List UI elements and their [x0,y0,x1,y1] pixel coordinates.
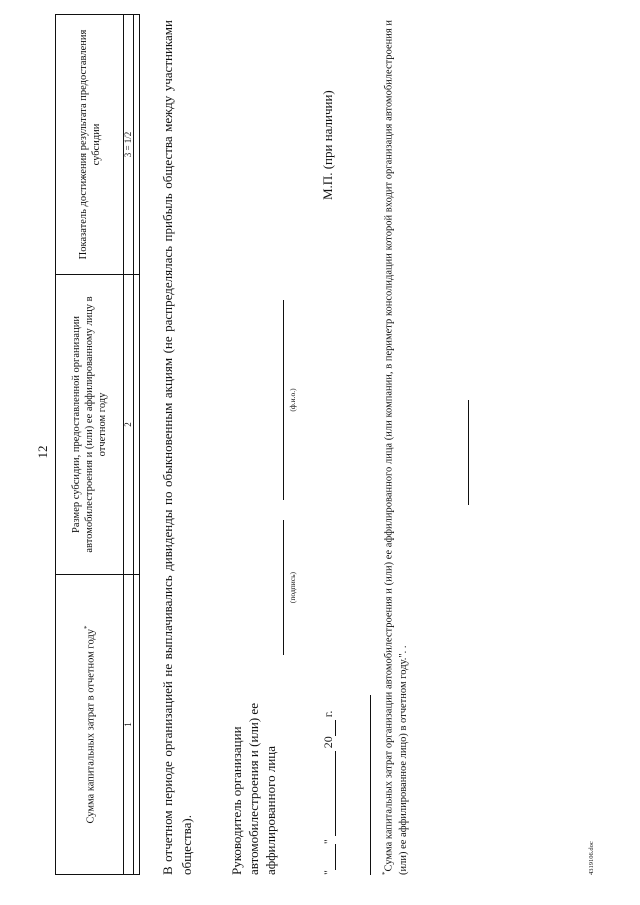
header-capital-costs: Сумма капитальных затрат в отчетном году* [56,575,124,875]
signature-caption: (подпись) [288,571,297,604]
table-cell-empty [134,575,140,875]
head-of-organization-label: Руководитель организации автомобилестроения и (или) ее аффилированного лица [229,703,278,875]
stamp-place: М.П. (при наличии) [320,90,335,200]
column-number-2: 2 [124,275,134,575]
footnote-mark: * [381,871,389,875]
page-number: 12 [35,445,50,459]
header-result-indicator: Показатель достижения результата предоставления субсидии [56,15,124,275]
date-suffix: г. [321,710,335,718]
table-header-row [56,15,124,875]
full-name-line [283,300,284,500]
signature-line [283,520,284,655]
results-table [55,14,140,875]
column-number-3: 3 = 1/2 [124,15,134,275]
header-subsidy-amount: Размер субсидии, предоставленной организации автомобилестроения и (или) ее аффилированному лицу в отчетном году [56,275,124,575]
table-cell-empty [134,15,140,275]
full-name-caption: (ф.и.о.) [288,388,297,412]
footnote-text: Сумма капитальных затрат организации автомобилестроения и (или) ее аффилированного лица (или компании, в периметр консолидации которой входит организация автомобилестроения и (или) ее аффилированное лицо) в отчетном году.". . [383,20,409,875]
table-numbering-row [124,15,134,875]
document-code: 4319106.doc [588,841,595,875]
dividends-statement: В отчетном периоде организацией не выплачивались дивиденды по обыкновенным акциям (не распределялась прибыль общества между участниками общества). [160,20,194,875]
column-number-1: 1 [124,575,134,875]
date-line [320,711,336,875]
table-cell-empty [134,275,140,575]
footnote [378,20,411,875]
closing-rule [468,400,469,505]
date-open-quote: " [321,870,335,875]
footnote-separator [370,695,371,875]
date-close-quote: " [321,839,335,845]
date-year-prefix: 20 [321,736,335,749]
table-data-row [134,15,140,875]
